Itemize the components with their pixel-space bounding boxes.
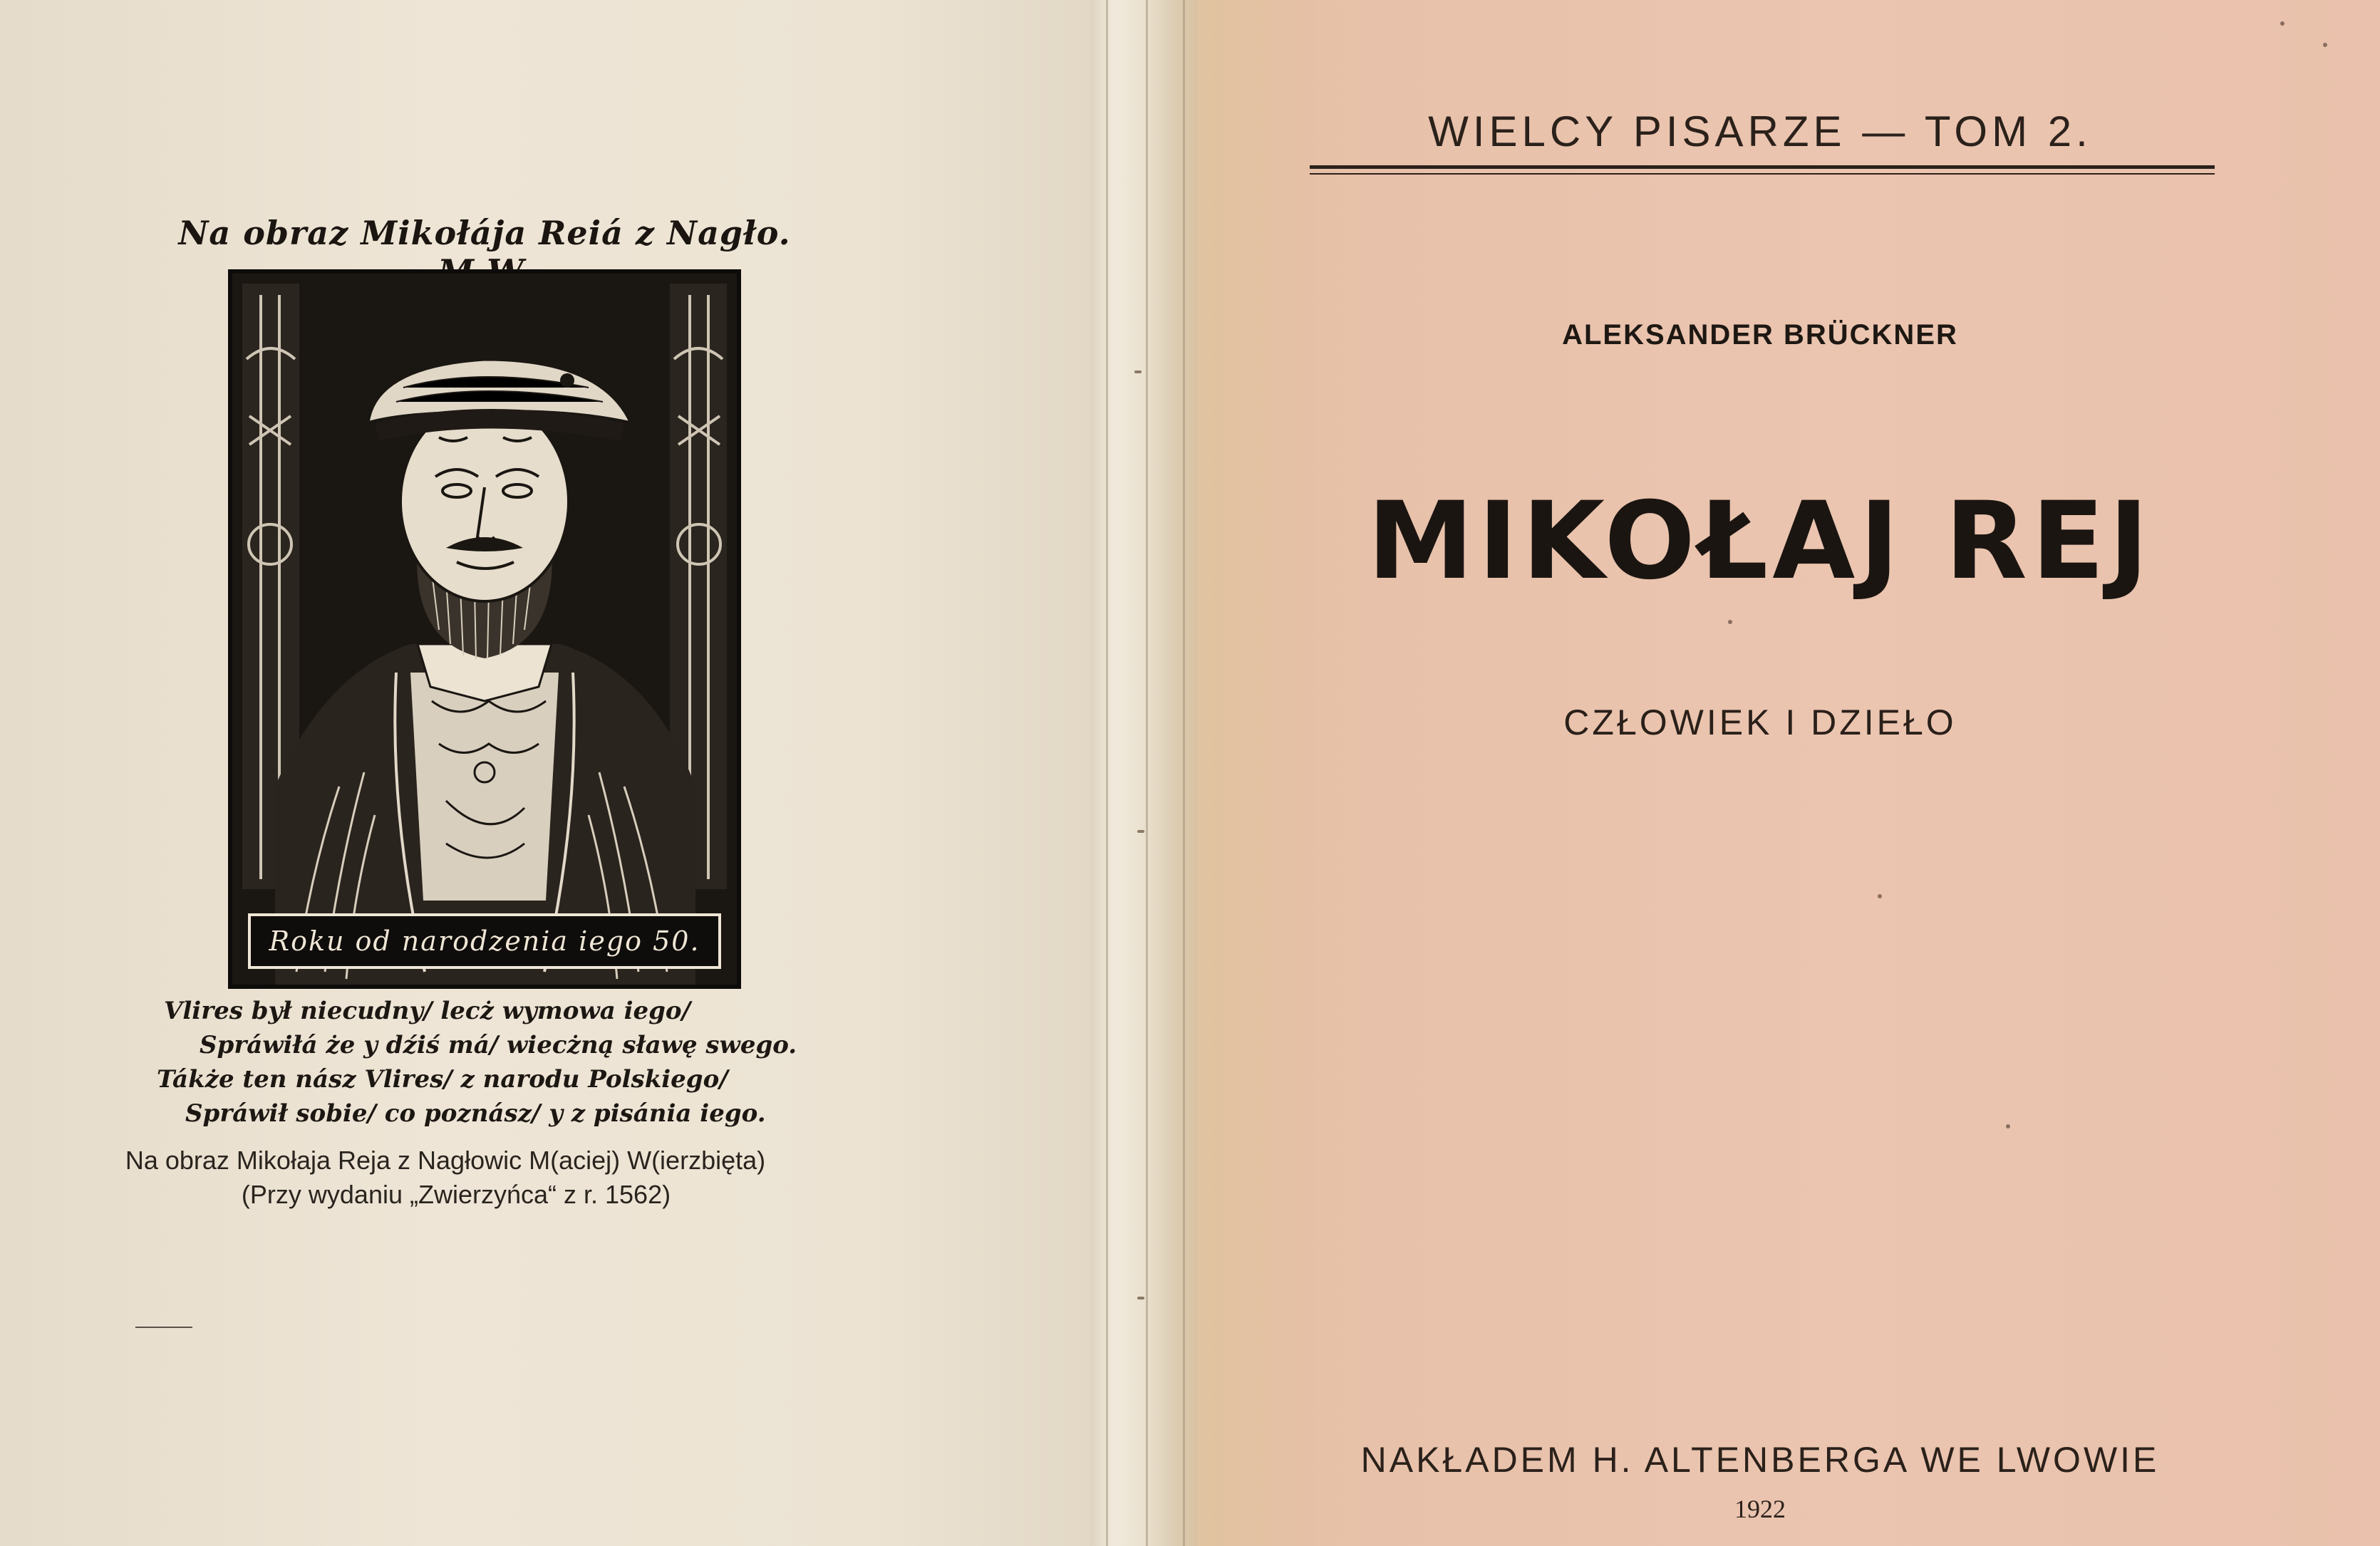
frontispiece-note — [71, 1143, 819, 1212]
gutter-fold-line — [1146, 0, 1148, 1546]
woodcut-portrait — [228, 269, 741, 989]
gutter-fold-line — [1183, 0, 1185, 1546]
verse-line: Vlires był niecudny/ lecż wymowa iego/ — [164, 997, 691, 1025]
verse-line: Spráwiłá że y dźiś má/ wiecżną sławę swego. — [200, 1031, 797, 1059]
right-page-title — [1197, 0, 2380, 1546]
note-line-1: Na obraz Mikołaja Reja z Nagłowic M(aciej) W(ierzbięta) — [125, 1146, 766, 1175]
paper-speck — [1878, 894, 1882, 898]
book-gutter — [1090, 0, 1197, 1546]
book-subtitle: CZŁOWIEK I DZIEŁO — [1563, 702, 1957, 742]
author-name: ALEKSANDER BRÜCKNER — [1562, 319, 1958, 351]
paper-speck — [2323, 43, 2327, 47]
paper-speck — [1728, 620, 1732, 624]
note-line-2: (Przy wydaniu „Zwierzyńca“ z r. 1562) — [241, 1180, 671, 1209]
verse-line: Tákże ten nász Vlires/ z narodu Polskiego/ — [157, 1065, 728, 1094]
paper-speck — [2006, 1124, 2010, 1129]
publication-year: 1922 — [1734, 1495, 1786, 1523]
gutter-fold-line — [1106, 0, 1108, 1546]
page-edge-stain — [1197, 0, 1311, 1546]
paper-speck — [2280, 21, 2285, 26]
portrait-illustration — [232, 274, 737, 985]
publisher-imprint: NAKŁADEM H. ALTENBERGA WE LWOWIE — [1360, 1440, 2160, 1480]
left-page-frontispiece — [0, 0, 1090, 1546]
verse-line: Spráwił sobie/ co poznász/ y z pisánia iego. — [185, 1099, 766, 1128]
binding-stitch — [1134, 370, 1142, 373]
woodcut-banner-inscription: Roku od narodzenia iego 50. — [248, 913, 721, 969]
series-heading: WIELCY PISARZE — TOM 2. — [1428, 108, 2092, 155]
verse-block — [143, 994, 827, 1131]
short-rule — [135, 1327, 192, 1328]
book-title: MIKOŁAJ REJ — [1367, 479, 2153, 603]
woodcut-caption: Na obraz Mikołája Reiá z Nagło. — [178, 214, 791, 252]
binding-stitch — [1137, 1297, 1144, 1299]
binding-stitch — [1137, 830, 1144, 833]
series-rule-thin — [1310, 173, 2215, 175]
series-rule — [1310, 165, 2215, 169]
